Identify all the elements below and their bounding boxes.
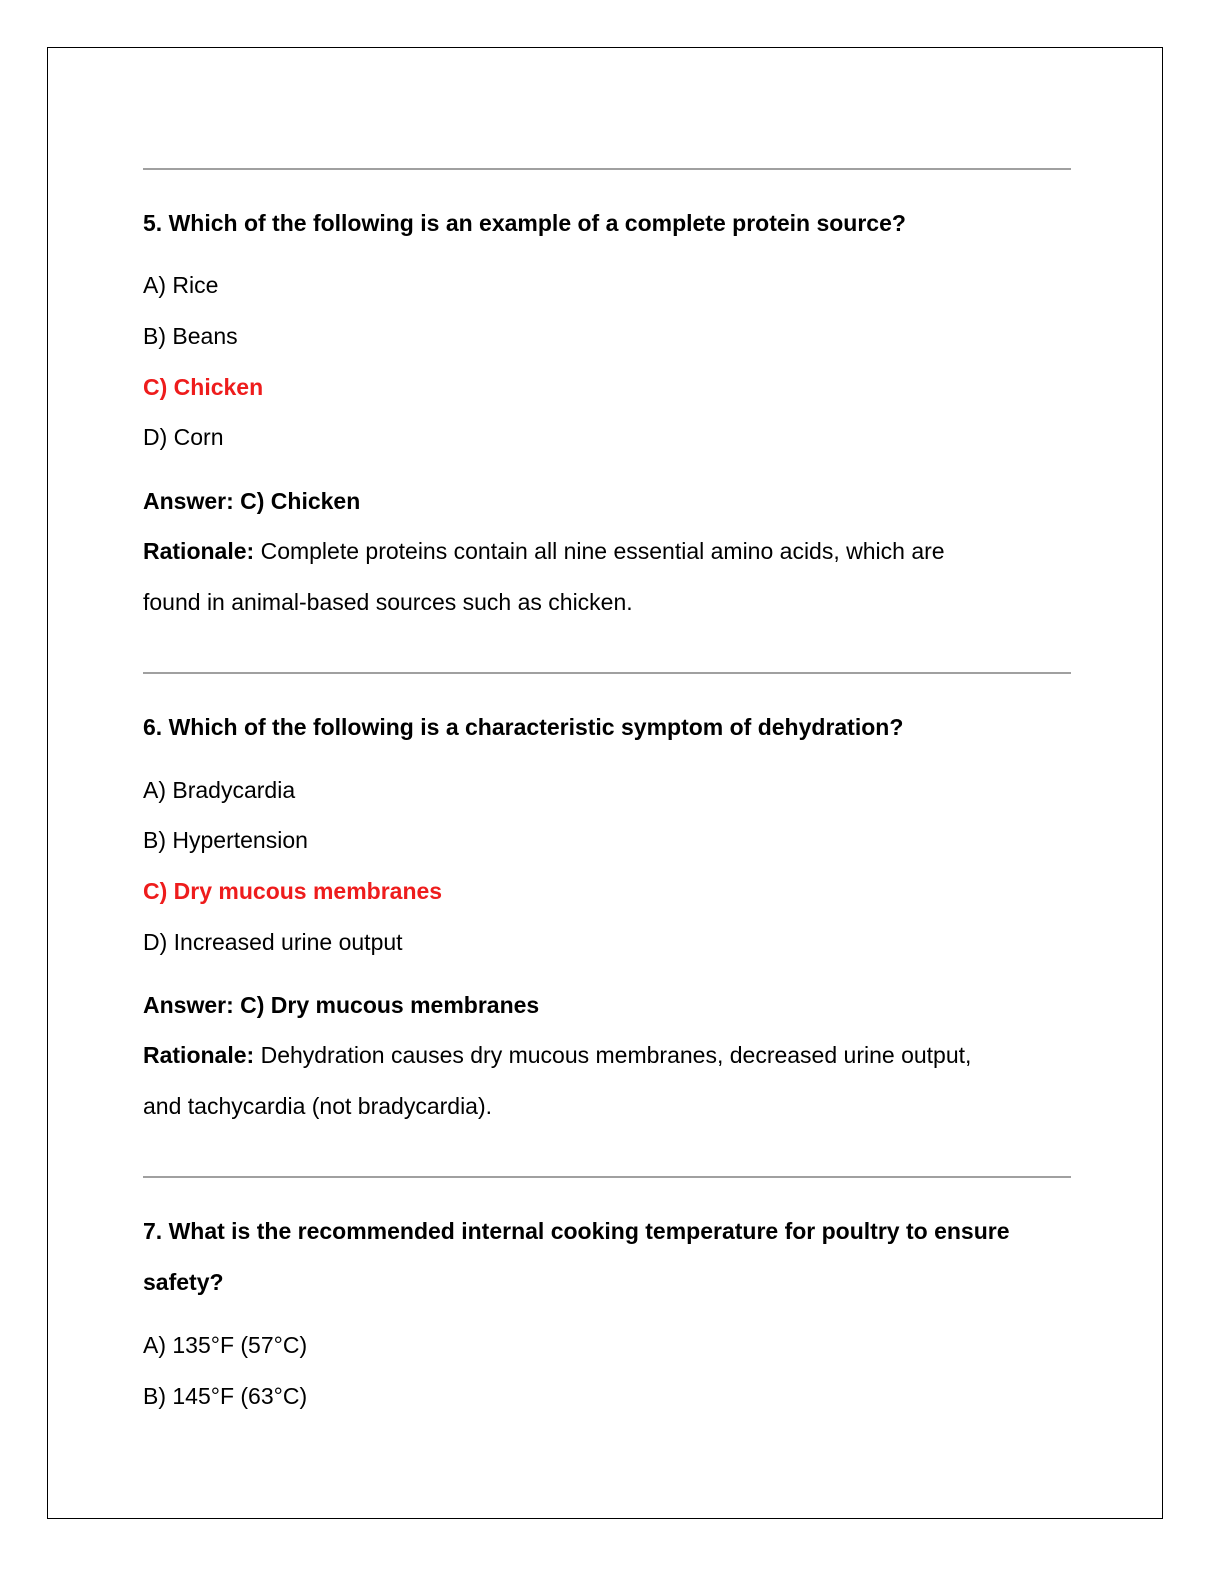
question-6-option-c-correct: C) Dry mucous membranes [143, 878, 443, 904]
rationale-text: Dehydration causes dry mucous membranes, decreased urine output, [254, 1042, 972, 1068]
question-5-option-a: A) Rice [143, 272, 219, 298]
question-6-option-a: A) Bradycardia [143, 777, 296, 803]
question-6-text: 6. Which of the following is a characteristic symptom of dehydration? [143, 714, 904, 740]
question-5-option-c-correct: C) Chicken [143, 374, 264, 400]
question-5-option-b: B) Beans [143, 323, 238, 349]
question-7-text: 7. What is the recommended internal cooking temperature for poultry to ensure [143, 1218, 1010, 1244]
question-6-option-b: B) Hypertension [143, 827, 308, 853]
question-5-rationale [143, 537, 1071, 565]
question-6-answer: Answer: C) Dry mucous membranes [143, 992, 540, 1018]
section-divider [143, 672, 1071, 674]
rationale-text: Complete proteins contain all nine essential amino acids, which are [254, 538, 945, 564]
question-6-option-d: D) Increased urine output [143, 929, 403, 955]
question-6-rationale-continued: and tachycardia (not bradycardia). [143, 1093, 493, 1119]
question-5-text: 5. Which of the following is an example of a complete protein source? [143, 210, 906, 236]
question-5-answer: Answer: C) Chicken [143, 488, 361, 514]
question-5-rationale-continued: found in animal-based sources such as chicken. [143, 589, 633, 615]
question-7-option-a: A) 135°F (57°C) [143, 1332, 308, 1358]
question-5-option-d: D) Corn [143, 424, 224, 450]
section-divider [143, 1176, 1071, 1178]
rationale-label: Rationale: [143, 538, 255, 564]
question-6-rationale [143, 1041, 1071, 1069]
question-7-option-b: B) 145°F (63°C) [143, 1383, 308, 1409]
question-7-text-continued: safety? [143, 1269, 224, 1295]
section-divider [143, 168, 1071, 170]
rationale-label: Rationale: [143, 1042, 255, 1068]
